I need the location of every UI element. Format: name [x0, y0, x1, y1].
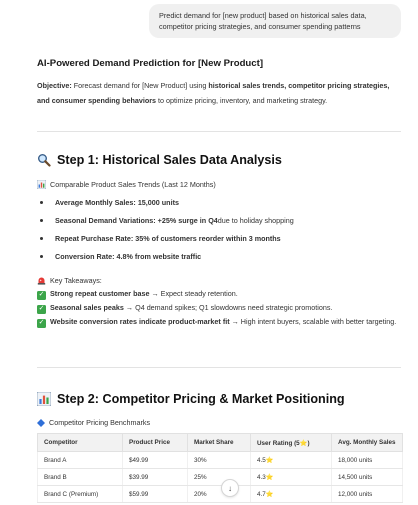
bar-chart-icon [37, 392, 51, 406]
table-cell: Brand C (Premium) [38, 486, 123, 503]
column-header: Avg. Monthly Sales [332, 434, 403, 452]
table-cell: Brand B [38, 469, 123, 486]
step2-heading [37, 392, 345, 406]
competitor-table [37, 433, 403, 503]
table-cell: $39.99 [123, 469, 188, 486]
table-cell: 4.5⭐ [251, 452, 332, 469]
objective-bold: historical sales trends, competitor pricing strategies, and consumer spending behaviors [37, 81, 390, 105]
list-item: Average Monthly Sales: 15,000 units [40, 198, 179, 207]
column-header: User Rating (5⭐) [251, 434, 332, 452]
step1-heading [37, 153, 282, 167]
check-icon: ✓ [38, 305, 45, 312]
column-header: Competitor [38, 434, 123, 452]
check-icon: ✓ [38, 319, 45, 326]
table-cell: Brand A [38, 452, 123, 469]
table-cell: 12,000 units [332, 486, 403, 503]
section-divider [37, 367, 401, 368]
table-cell: 25% [188, 469, 251, 486]
step2-heading-text: Step 2: Competitor Pricing & Market Positioning [57, 392, 345, 406]
step1-subheading [37, 180, 216, 189]
column-header: Product Price [123, 434, 188, 452]
section-divider [37, 131, 401, 132]
takeaway-item: ✓ Seasonal sales peaks → Q4 demand spikes; Q1 slowdowns need strategic promotions. [38, 303, 333, 312]
objective-text-2: to optimize pricing, inventory, and marketing strategy. [156, 96, 328, 105]
step1-subheading-text: Comparable Product Sales Trends (Last 12 Months) [50, 180, 216, 189]
takeaways-heading [37, 276, 102, 285]
table-row [38, 452, 403, 469]
step1-heading-text: Step 1: Historical Sales Data Analysis [57, 153, 282, 167]
table-row [38, 486, 403, 503]
table-cell: $49.99 [123, 452, 188, 469]
objective-text-1: Forecast demand for [New Product] using [71, 81, 209, 90]
objective-label: Objective: [37, 81, 72, 90]
list-item: Repeat Purchase Rate: 35% of customers reorder within 3 months [40, 234, 281, 243]
arrow-down-icon: ↓ [228, 483, 232, 493]
magnifier-icon [37, 153, 51, 167]
diamond-icon [37, 419, 45, 427]
response-title: AI-Powered Demand Prediction for [New Product] [37, 58, 264, 69]
scroll-down-button[interactable] [221, 479, 239, 497]
step2-subheading-text: Competitor Pricing Benchmarks [49, 418, 151, 427]
table-cell: 30% [188, 452, 251, 469]
siren-icon [37, 276, 46, 285]
step2-subheading [37, 418, 150, 427]
check-icon: ✓ [38, 291, 45, 298]
table-cell: 4.7⭐ [251, 486, 332, 503]
takeaways-label: Key Takeaways: [50, 276, 102, 285]
list-item: Seasonal Demand Variations: +25% surge in Q4 due to holiday shopping [40, 216, 294, 225]
table-header-row [38, 434, 403, 452]
takeaway-item: ✓ Strong repeat customer base → Expect steady retention. [38, 289, 238, 298]
objective-paragraph [37, 78, 399, 108]
user-message-text: Predict demand for [new product] based on historical sales data, competitor pricing strategies, and consumer spending patterns [159, 11, 367, 31]
user-message-bubble [149, 4, 401, 38]
table-cell: 4.3⭐ [251, 469, 332, 486]
list-item: Conversion Rate: 4.8% from website traffic [40, 252, 201, 261]
table-cell: 14,500 units [332, 469, 403, 486]
table-row [38, 469, 403, 486]
table-cell: 18,000 units [332, 452, 403, 469]
column-header: Market Share [188, 434, 251, 452]
takeaway-item: ✓ Website conversion rates indicate product-market fit → High intent buyers, scalable with better targeting. [38, 317, 397, 326]
table-cell: $59.99 [123, 486, 188, 503]
bar-chart-icon [37, 180, 46, 189]
table-cell: 20% [188, 486, 251, 503]
